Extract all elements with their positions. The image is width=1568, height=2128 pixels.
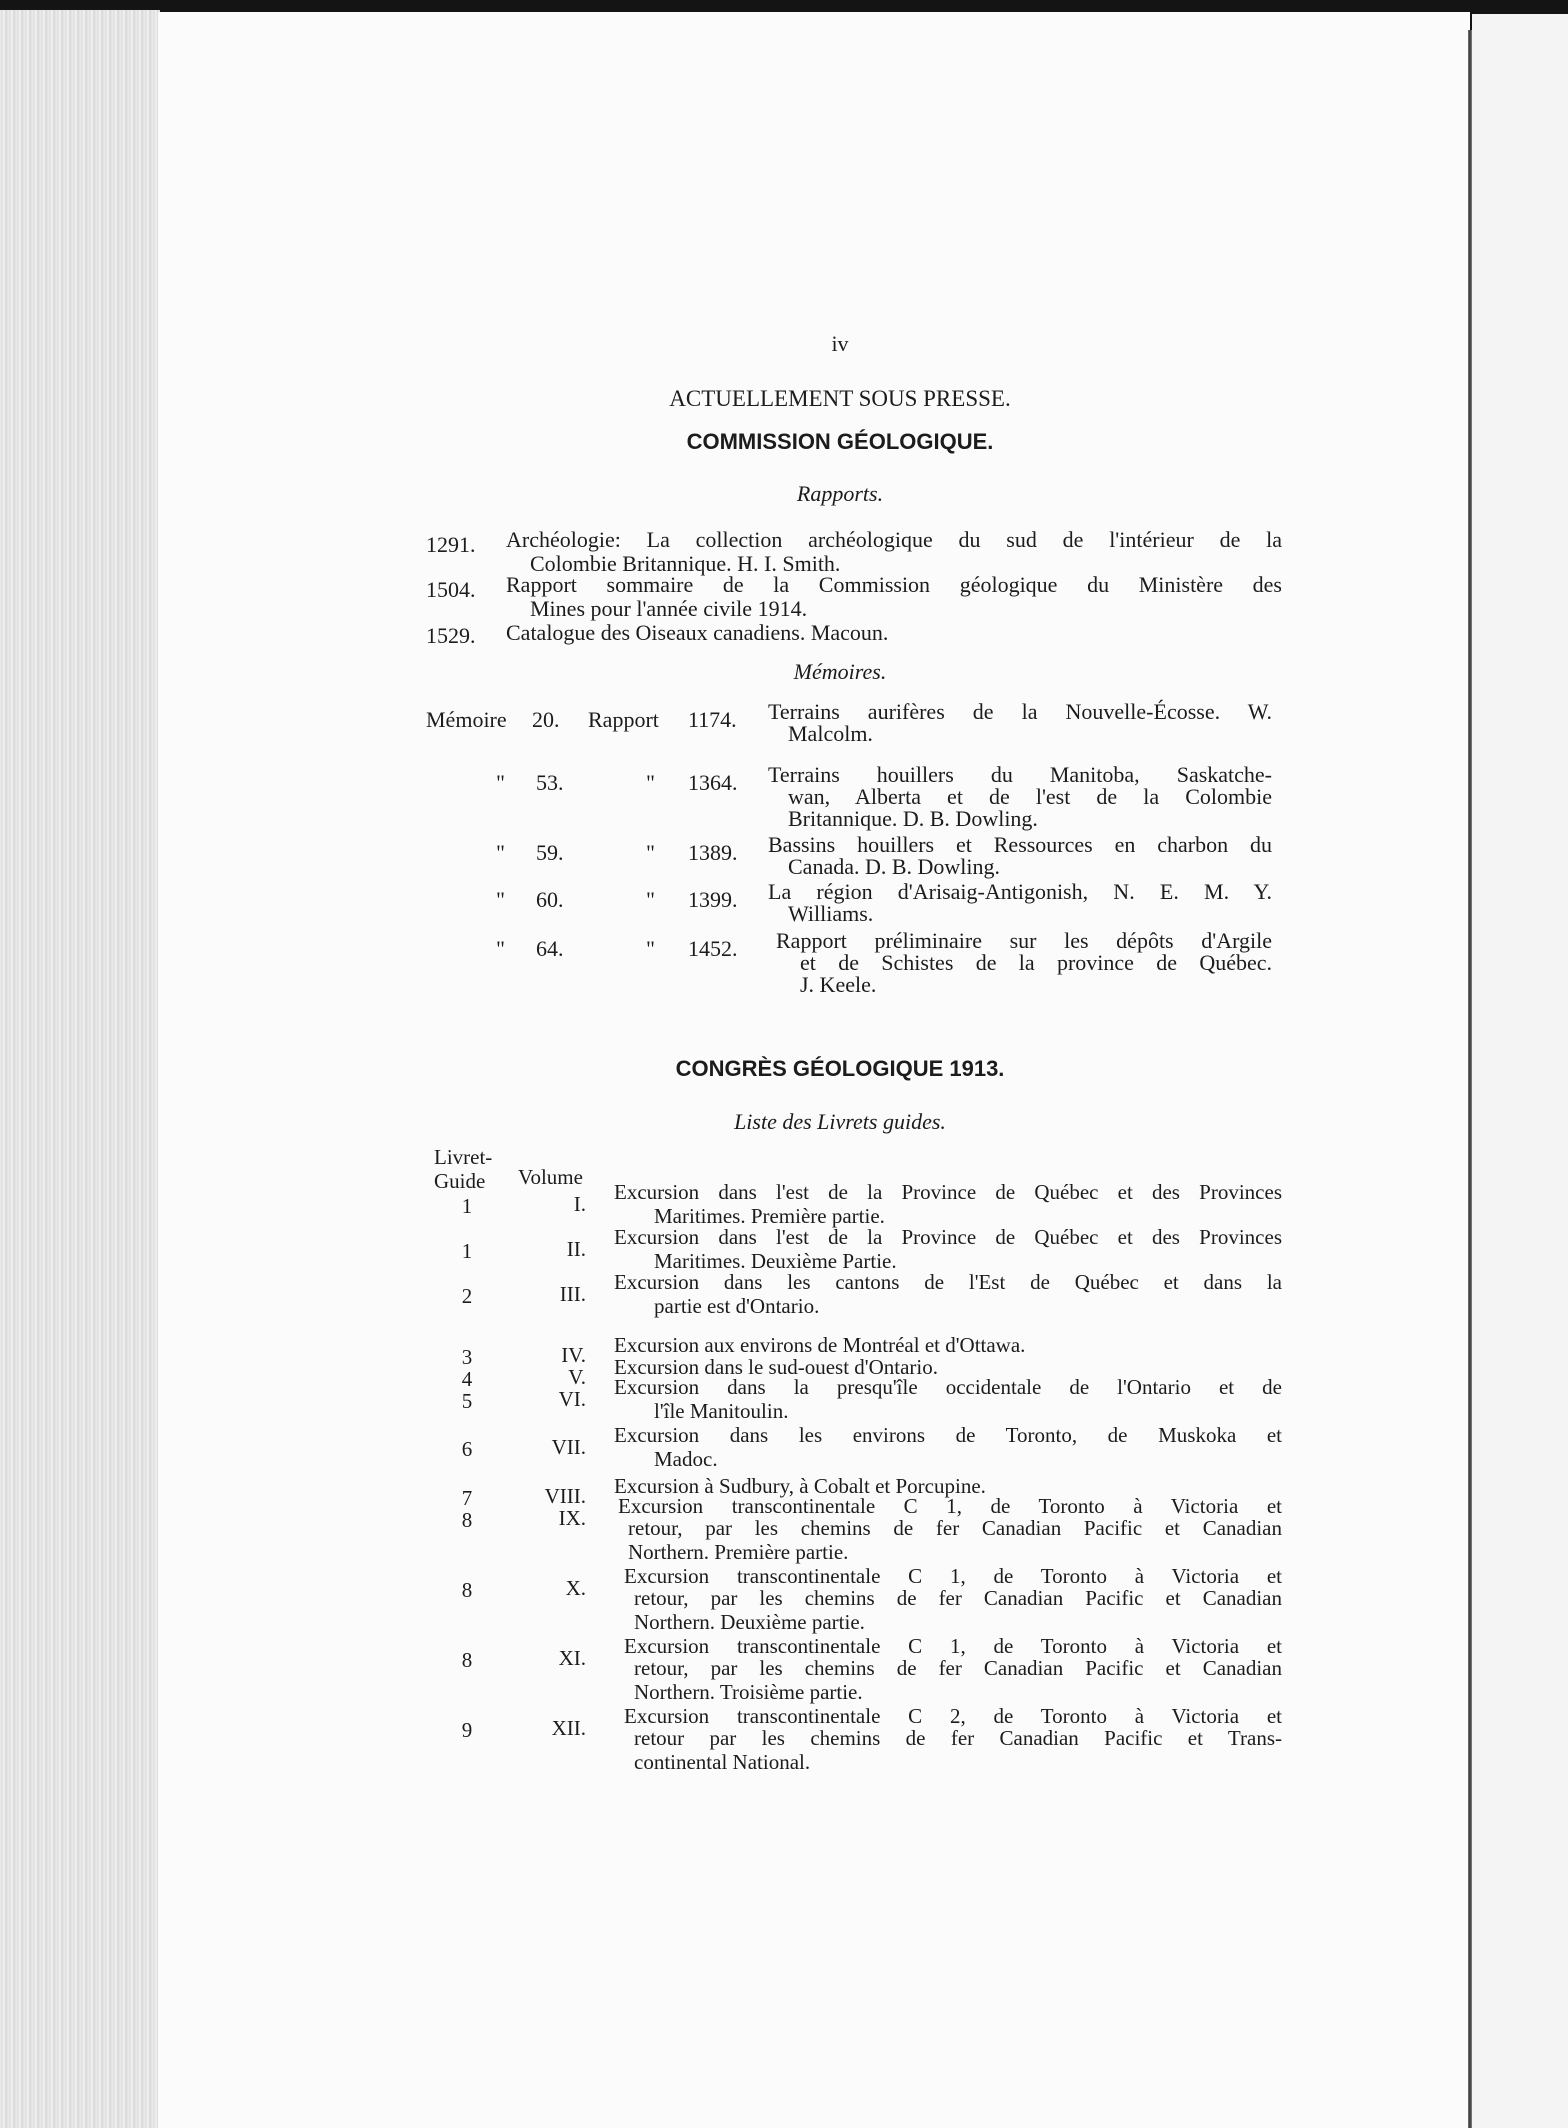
livret-text-line: Excursion dans le sud-ouest d'Ontario.	[614, 1355, 938, 1379]
rapport-text-line: Catalogue des Oiseaux canadiens. Macoun.	[506, 620, 889, 645]
livret-guide-number: 3	[461, 1345, 473, 1369]
livret-text-line: Excursion dans l'est de la Province de Québec et des Provinces	[614, 1180, 1282, 1204]
livret-volume-number: VII.	[551, 1435, 586, 1459]
livret-guide-number: 5	[461, 1389, 473, 1413]
memoire-text-line: Bassins houillers et Ressources en charbon du	[768, 832, 1272, 857]
rapport-number: 1399.	[688, 887, 738, 912]
rapport-label: "	[646, 936, 655, 961]
rapport-label: "	[646, 770, 655, 795]
livret-text-line: l'île Manitoulin.	[654, 1399, 789, 1423]
rapport-label: Rapport	[588, 707, 659, 732]
livret-text-line: Excursion transcontinentale C 1, de Toronto à Victoria et	[624, 1564, 1282, 1588]
livret-guide-number: 7	[461, 1486, 473, 1510]
memoire-text-line: Canada. D. B. Dowling.	[788, 854, 1001, 879]
memoire-label: "	[496, 770, 505, 795]
livret-text-line: retour par les chemins de fer Canadian Pacific et Trans-	[634, 1726, 1282, 1750]
livret-text-line: Excursion dans la presqu'île occidentale de l'Ontario et de	[614, 1375, 1282, 1399]
livret-volume-number: VIII.	[544, 1484, 586, 1508]
subsection-title-memoires: Mémoires.	[793, 659, 887, 684]
rapport-label: "	[646, 887, 655, 912]
congres-subtitle: Liste des Livrets guides.	[734, 1109, 946, 1134]
rapport-number: 1291.	[426, 532, 476, 557]
livret-text-line: Excursion dans les environs de Toronto, de Muskoka et	[614, 1423, 1282, 1447]
memoire-text-line: La région d'Arisaig-Antigonish, N. E. M. Y.	[768, 879, 1272, 904]
livret-guide-number: 6	[461, 1437, 473, 1461]
livret-volume-number: XII.	[551, 1716, 586, 1740]
livret-text-line: Excursion aux environs de Montréal et d'Ottawa.	[614, 1333, 1026, 1357]
rapport-text-line: Archéologie: La collection archéologique du sud de l'intérieur de la	[506, 527, 1282, 552]
memoire-text-line: Malcolm.	[788, 721, 873, 746]
rapport-text-line: Mines pour l'année civile 1914.	[530, 596, 808, 621]
livret-text-line: Northern. Première partie.	[628, 1540, 849, 1564]
rapport-number: 1364.	[688, 770, 738, 795]
memoire-text-line: Terrains houillers du Manitoba, Saskatche-	[768, 762, 1272, 787]
livret-guide-number: 4	[461, 1367, 473, 1391]
memoire-text-line: Rapport préliminaire sur les dépôts d'Argile	[776, 928, 1272, 953]
page-number: iv	[831, 331, 849, 356]
livret-text-line: partie est d'Ontario.	[654, 1294, 820, 1318]
rapport-label: "	[646, 840, 655, 865]
memoire-label: Mémoire	[426, 707, 507, 732]
rapport-number: 1504.	[426, 577, 476, 602]
memoire-text-line: J. Keele.	[800, 972, 877, 997]
memoire-number: 53.	[536, 770, 564, 795]
livret-volume-number: IX.	[558, 1506, 586, 1530]
section-title-congres: CONGRÈS GÉOLOGIQUE 1913.	[675, 1056, 1005, 1081]
memoire-text-line: Williams.	[788, 901, 874, 926]
memoire-text-line: wan, Alberta et de l'est de la Colombie	[788, 784, 1272, 809]
livret-volume-number: V.	[568, 1365, 586, 1389]
livret-guide-number: 1	[461, 1239, 473, 1263]
memoire-text-line: Terrains aurifères de la Nouvelle-Écosse. W.	[768, 699, 1272, 724]
livret-volume-number: II.	[566, 1237, 586, 1261]
livret-guide-number: 9	[461, 1718, 473, 1742]
livret-text-line: Excursion transcontinentale C 2, de Toronto à Victoria et	[624, 1704, 1282, 1728]
livret-text-line: Excursion transcontinentale C 1, de Toronto à Victoria et	[624, 1634, 1282, 1658]
livret-volume-number: IV.	[561, 1343, 586, 1367]
rapport-number: 1389.	[688, 840, 738, 865]
memoire-label: "	[496, 887, 505, 912]
column-header-guide: Guide	[434, 1169, 486, 1193]
memoire-text-line: Britannique. D. B. Dowling.	[788, 806, 1038, 831]
livret-volume-number: X.	[565, 1576, 586, 1600]
rapport-text-line: Colombie Britannique. H. I. Smith.	[530, 551, 841, 576]
livret-volume-number: I.	[573, 1192, 586, 1216]
livret-guide-number: 8	[461, 1508, 473, 1532]
livret-text-line: Excursion transcontinentale C 1, de Toronto à Victoria et	[618, 1494, 1282, 1518]
memoire-number: 60.	[536, 887, 564, 912]
livret-text-line: Excursion à Sudbury, à Cobalt et Porcupine.	[614, 1474, 986, 1498]
memoire-label: "	[496, 936, 505, 961]
memoire-number: 20.	[532, 707, 560, 732]
livret-text-line: Excursion dans les cantons de l'Est de Québec et dans la	[614, 1270, 1282, 1294]
livret-text-line: Madoc.	[654, 1447, 718, 1471]
rapport-text-line: Rapport sommaire de la Commission géologique du Ministère des	[506, 572, 1282, 597]
rapport-number: 1452.	[688, 936, 738, 961]
column-header-volume: Volume	[518, 1165, 583, 1189]
livret-text-line: Northern. Troisième partie.	[634, 1680, 863, 1704]
rapport-number: 1529.	[426, 623, 476, 648]
page-edge-stack	[0, 10, 160, 2128]
livret-guide-number: 8	[461, 1648, 473, 1672]
livret-text-line: Northern. Deuxième partie.	[634, 1610, 865, 1634]
livret-volume-number: XI.	[558, 1646, 586, 1670]
livret-guide-number: 1	[461, 1194, 473, 1218]
page-heading: ACTUELLEMENT SOUS PRESSE.	[669, 386, 1011, 411]
livret-text-line: retour, par les chemins de fer Canadian Pacific et Canadian	[634, 1586, 1282, 1610]
memoire-text-line: et de Schistes de la province de Québec.	[800, 950, 1272, 975]
livret-volume-number: VI.	[558, 1387, 586, 1411]
next-page-sheet	[1472, 14, 1568, 2128]
memoire-label: "	[496, 840, 505, 865]
livret-volume-number: III.	[559, 1282, 586, 1306]
section-title-commission: COMMISSION GÉOLOGIQUE.	[686, 429, 994, 454]
livret-guide-number: 8	[461, 1578, 473, 1602]
livret-guide-number: 2	[461, 1284, 473, 1308]
subsection-title-rapports: Rapports.	[796, 481, 884, 506]
memoire-number: 64.	[536, 936, 564, 961]
livret-text-line: retour, par les chemins de fer Canadian Pacific et Canadian	[628, 1516, 1282, 1540]
column-header-livret: Livret-	[434, 1145, 493, 1169]
livret-text-line: continental National.	[634, 1750, 811, 1774]
livret-text-line: Maritimes. Deuxième Partie.	[654, 1249, 897, 1273]
livret-text-line: Maritimes. Première partie.	[654, 1204, 885, 1228]
memoire-number: 59.	[536, 840, 564, 865]
livret-text-line: retour, par les chemins de fer Canadian Pacific et Canadian	[634, 1656, 1282, 1680]
livret-text-line: Excursion dans l'est de la Province de Québec et des Provinces	[614, 1225, 1282, 1249]
rapport-number: 1174.	[688, 707, 737, 732]
